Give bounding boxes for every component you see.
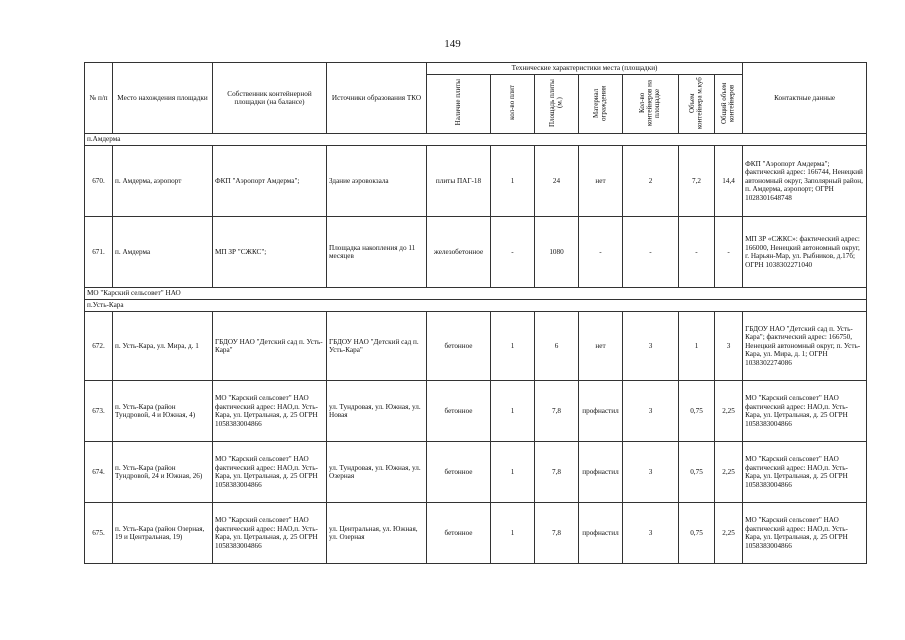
table-row — [85, 217, 867, 288]
cell-location: п. Усть-Кара (район Тундровой, 24 и Южная, 26) — [113, 442, 213, 503]
cell-plate-count: 1 — [491, 312, 535, 381]
col-header-area-text: Площадь плиты (м.) — [547, 78, 564, 127]
cell-area: 7,8 — [535, 442, 579, 503]
cell-plate: железобетонное — [427, 217, 491, 288]
cell-num: 675. — [85, 503, 113, 564]
table-row — [85, 312, 867, 381]
col-header-fence-text: Материал ограждения — [591, 85, 608, 121]
section-row-ust-kara — [85, 300, 867, 312]
header-row — [85, 63, 867, 75]
cell-plate: бетонное — [427, 381, 491, 442]
page-number: 149 — [444, 38, 461, 50]
table-row — [85, 381, 867, 442]
cell-contacts: МО "Карский сельсовет" НАО фактический адрес: НАО,п. Усть-Кара, ул. Цетральная, д. 25 ОГРН 1058383004866 — [743, 503, 867, 564]
cell-fence: профнастил — [579, 381, 623, 442]
cell-total: 2,25 — [715, 381, 743, 442]
table-row — [85, 442, 867, 503]
cell-plate: бетонное — [427, 442, 491, 503]
cell-sources: ул. Центральная, ул. Южная, ул. Озерная — [327, 503, 427, 564]
cell-fence: профнастил — [579, 442, 623, 503]
cell-owner: МО "Карский сельсовет" НАО фактический адрес: НАО,п. Усть-Кара, ул. Цетральная, д. 25 ОГРН 1058383004866 — [213, 442, 327, 503]
section-row-karsky — [85, 288, 867, 300]
table-row — [85, 146, 867, 217]
cell-containers: 2 — [623, 146, 679, 217]
cell-area: 1080 — [535, 217, 579, 288]
col-header-owner: Собственник контейнерной площадки (на балансе) — [213, 63, 327, 134]
cell-sources: ГБДОУ НАО "Детский сад п. Усть-Кара" — [327, 312, 427, 381]
col-header-tech: Технические характеристики места (площадки) — [427, 63, 743, 75]
col-header-containers — [623, 74, 679, 134]
cell-sources: Здание аэровокзала — [327, 146, 427, 217]
cell-num: 674. — [85, 442, 113, 503]
cell-total: - — [715, 217, 743, 288]
cell-area: 6 — [535, 312, 579, 381]
container-sites-table — [84, 62, 867, 564]
cell-contacts: ГБДОУ НАО "Детский сад п. Усть-Кара"; фактический адрес: 166750, Ненецкий автономный округ, п. Усть-Кара, ул. Мира, д. 1; ОГРН 1038302274086 — [743, 312, 867, 381]
col-header-plate-count — [491, 74, 535, 134]
cell-area: 24 — [535, 146, 579, 217]
cell-owner: МО "Карский сельсовет" НАО фактический адрес: НАО,п. Усть-Кара, ул. Цетральная, д. 25 ОГРН 1058383004866 — [213, 381, 327, 442]
col-header-contacts: Контактные данные — [743, 63, 867, 134]
col-header-location: Место нахождения площадки — [113, 63, 213, 134]
cell-fence: нет — [579, 146, 623, 217]
cell-owner: ГБДОУ НАО "Детский сад п. Усть-Кара" — [213, 312, 327, 381]
col-header-volume-text: Объем контейнера м.куб — [687, 76, 704, 129]
cell-total: 2,25 — [715, 442, 743, 503]
cell-plate: плиты ПАГ-18 — [427, 146, 491, 217]
cell-sources: ул. Тундровая, ул. Южная, ул. Новая — [327, 381, 427, 442]
cell-volume: 0,75 — [679, 442, 715, 503]
cell-owner: МО "Карский сельсовет" НАО фактический адрес: НАО,п. Усть-Кара, ул. Цетральная, д. 25 ОГРН 1058383004866 — [213, 503, 327, 564]
section-label-ust-kara: п.Усть-Кара — [85, 300, 867, 312]
cell-sources: ул. Тундровая, ул. Южная, ул. Озерная — [327, 442, 427, 503]
cell-plate-count: - — [491, 217, 535, 288]
cell-volume: 7,2 — [679, 146, 715, 217]
cell-area: 7,8 — [535, 503, 579, 564]
cell-location: п. Усть-Кара, ул. Мира, д. 1 — [113, 312, 213, 381]
cell-containers: 3 — [623, 442, 679, 503]
cell-contacts: МП ЗР «СЖКС»: фактический адрес: 166000, Ненецкий автономный округ, г. Нарьян-Мар, ул. Рыбников, д.17б; ОГРН 1038302271040 — [743, 217, 867, 288]
cell-volume: 0,75 — [679, 381, 715, 442]
cell-total: 3 — [715, 312, 743, 381]
col-header-total-text: Общий объем контейнеров — [719, 81, 736, 124]
cell-total: 14,4 — [715, 146, 743, 217]
col-header-containers-text: Кол-во контейнеров на площадке — [638, 79, 662, 126]
cell-plate-count: 1 — [491, 442, 535, 503]
cell-volume: - — [679, 217, 715, 288]
cell-plate-count: 1 — [491, 381, 535, 442]
col-header-volume — [679, 74, 715, 134]
cell-location: п. Амдерма — [113, 217, 213, 288]
cell-plate: бетонное — [427, 503, 491, 564]
cell-fence: - — [579, 217, 623, 288]
cell-volume: 1 — [679, 312, 715, 381]
section-label-karsky: МО "Карский сельсовет" НАО — [85, 288, 867, 300]
cell-volume: 0,75 — [679, 503, 715, 564]
cell-contacts: ФКП "Аэропорт Амдерма"; фактический адрес: 166744, Ненецкий автономный округ, Заполярный район, п. Амдерма, аэропорт; ОГРН 1028301648748 — [743, 146, 867, 217]
cell-plate-count: 1 — [491, 146, 535, 217]
cell-contacts: МО "Карский сельсовет" НАО фактический адрес: НАО,п. Усть-Кара, ул. Цетральная, д. 25 ОГРН 1058383004866 — [743, 381, 867, 442]
cell-total: 2,25 — [715, 503, 743, 564]
cell-num: 670. — [85, 146, 113, 217]
col-header-num: № п/п — [85, 63, 113, 134]
cell-containers: 3 — [623, 503, 679, 564]
cell-location: п. Амдерма, аэропорт — [113, 146, 213, 217]
cell-num: 673. — [85, 381, 113, 442]
cell-sources: Площадка накопления до 11 месяцев — [327, 217, 427, 288]
cell-fence: нет — [579, 312, 623, 381]
cell-num: 671. — [85, 217, 113, 288]
table-row — [85, 503, 867, 564]
cell-owner: МП ЗР "СЖКС"; — [213, 217, 327, 288]
section-row-amderma — [85, 134, 867, 146]
cell-owner: ФКП "Аэропорт Амдерма"; — [213, 146, 327, 217]
col-header-total — [715, 74, 743, 134]
col-header-fence — [579, 74, 623, 134]
cell-contacts: МО "Карский сельсовет" НАО фактический адрес: НАО,п. Усть-Кара, ул. Цетральная, д. 25 ОГРН 1058383004866 — [743, 442, 867, 503]
col-header-plate — [427, 74, 491, 134]
cell-location: п. Усть-Кара (район Тундровой, 4 и Южная, 4) — [113, 381, 213, 442]
cell-area: 7,8 — [535, 381, 579, 442]
cell-containers: - — [623, 217, 679, 288]
section-label-amderma: п.Амдерма — [85, 134, 867, 146]
col-header-plate-count-text: кол-во плит — [507, 85, 516, 121]
col-header-sources: Источники образования ТКО — [327, 63, 427, 134]
cell-containers: 3 — [623, 381, 679, 442]
col-header-area — [535, 74, 579, 134]
col-header-plate-text: Наличие плиты — [453, 79, 462, 126]
cell-fence: профнастил — [579, 503, 623, 564]
cell-containers: 3 — [623, 312, 679, 381]
cell-plate: бетонное — [427, 312, 491, 381]
cell-location: п. Усть-Кара (район Озерная, 19 и Центральная, 19) — [113, 503, 213, 564]
cell-plate-count: 1 — [491, 503, 535, 564]
cell-num: 672. — [85, 312, 113, 381]
